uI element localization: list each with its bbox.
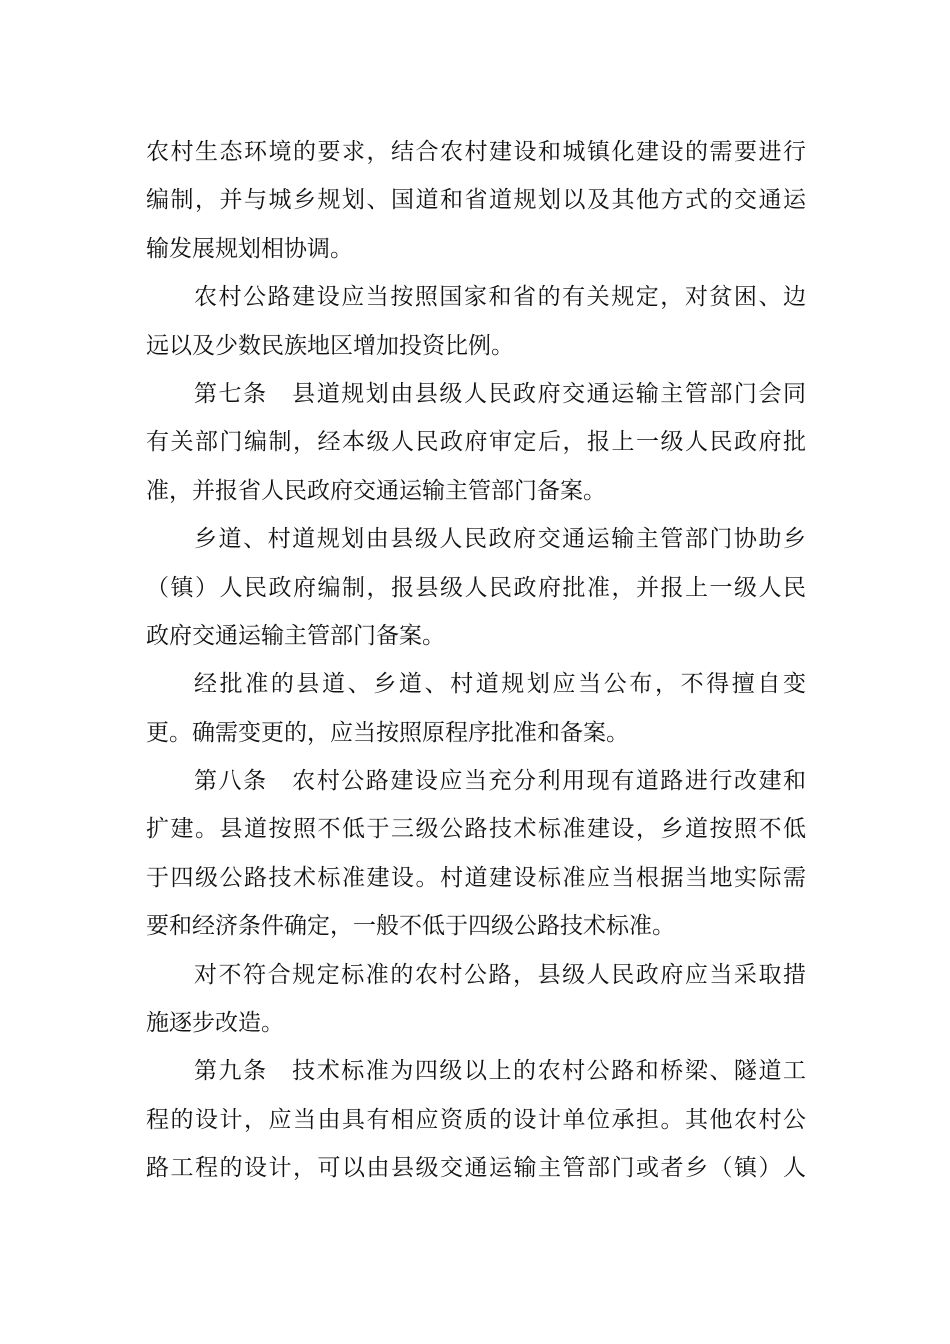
text-line: 准，并报省人民政府交通运输主管部门备案。 (146, 477, 606, 504)
article-line: 第八条 农村公路建设应当充分利用现有道路进行改建和 (194, 768, 806, 795)
text-line: 编制，并与城乡规划、国道和省道规划以及其他方式的交通运 (146, 187, 806, 214)
body-text (146, 128, 806, 1193)
text-line: 更。确需变更的，应当按照原程序批准和备案。 (146, 719, 629, 746)
article-line: 第九条 技术标准为四级以上的农村公路和桥梁、隧道工 (194, 1058, 806, 1085)
text-line: 扩建。县道按照不低于三级公路技术标准建设，乡道按照不低 (146, 816, 806, 843)
article-line: 第七条 县道规划由县级人民政府交通运输主管部门会同 (194, 380, 806, 407)
text-line: 农村生态环境的要求，结合农村建设和城镇化建设的需要进行 (146, 139, 806, 165)
text-line: 政府交通运输主管部门备案。 (146, 622, 445, 649)
text-line: 农村公路建设应当按照国家和省的有关规定，对贫困、边 (194, 284, 806, 311)
text-line: 程的设计，应当由具有相应资质的设计单位承担。其他农村公 (146, 1106, 806, 1133)
text-line: 施逐步改造。 (146, 1010, 284, 1037)
text-line: 输发展规划相协调。 (146, 235, 353, 262)
text-line: 乡道、村道规划由县级人民政府交通运输主管部门协助乡 (194, 526, 806, 553)
text-line: 经批准的县道、乡道、村道规划应当公布，不得擅自变 (194, 671, 806, 698)
text-line: （镇）人民政府编制，报县级人民政府批准，并报上一级人民 (146, 574, 806, 601)
text-line: 对不符合规定标准的农村公路，县级人民政府应当采取措 (194, 961, 806, 988)
text-line: 路工程的设计，可以由县级交通运输主管部门或者乡（镇）人 (146, 1155, 806, 1182)
text-line: 于四级公路技术标准建设。村道建设标准应当根据当地实际需 (146, 864, 806, 891)
text-line: 要和经济条件确定，一般不低于四级公路技术标准。 (146, 913, 675, 940)
text-line: 有关部门编制，经本级人民政府审定后，报上一级人民政府批 (146, 429, 806, 456)
text-line: 远以及少数民族地区增加投资比例。 (146, 332, 514, 359)
